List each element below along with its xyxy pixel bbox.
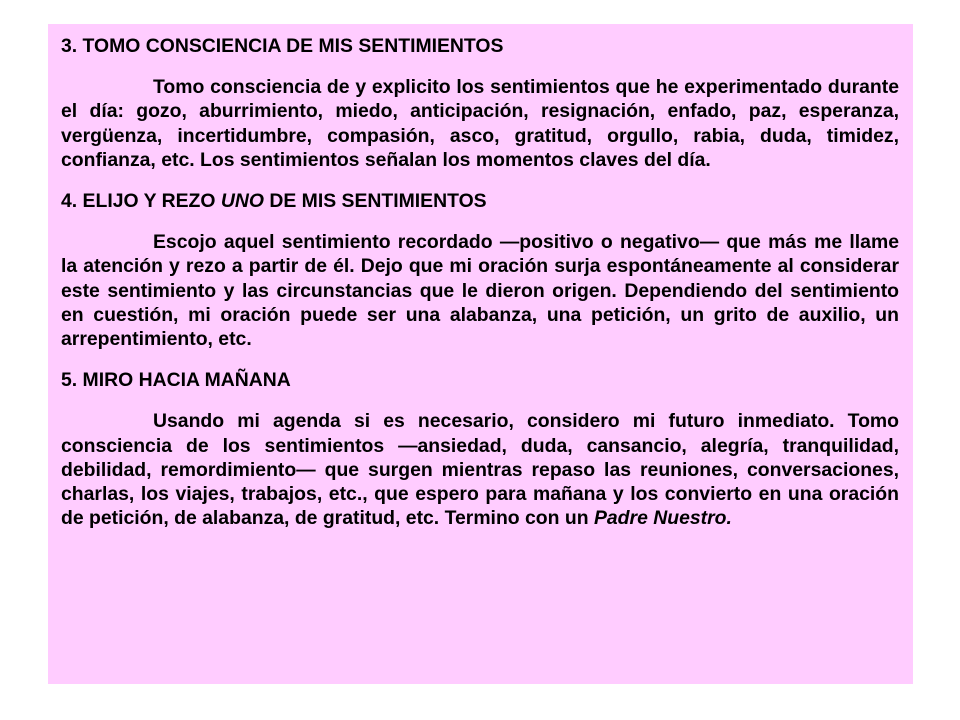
section-5-body-text: Usando mi agenda si es necesario, considero mi futuro inmediato. Tomo consciencia de los sentimientos —ansiedad, duda, cansancio, alegría, tranquilidad, debilidad, remordimiento— que surgen mientras repaso las reuniones, conversaciones, charlas, los viajes, trabajos, etc., que espero para mañana y los convierto en una oración de petición, de alabanza, de gratitud, etc. Termino con un: [61, 410, 899, 530]
section-4-heading-end: DE MIS SENTIMIENTOS: [263, 190, 487, 213]
section-5-body: [61, 409, 899, 530]
text-panel: [48, 24, 913, 684]
section-4-body: Escojo aquel sentimiento recordado —positivo o negativo— que más me llame la atención y rezo a partir de él. Dejo que mi oración surja espontáneamente al considerar este sentimiento y las circunstancias que le dieron origen. Dependiendo del sentimiento en cuestión, mi oración puede ser una alabanza, una petición, un grito de auxilio, un arrepentimiento, etc.: [61, 231, 899, 351]
section-3-body: Tomo consciencia de y explicito los sentimientos que he experimentado durante el día: gozo, aburrimiento, miedo, anticipación, resignación, enfado, paz, esperanza, vergüenza, incertidumbre, compasión, asco, gratitud, orgullo, rabia, duda, timidez, confianza, etc. Los sentimientos señalan los momentos claves del día.: [61, 76, 899, 171]
section-5-heading: 5. MIRO HACIA MAÑANA: [61, 369, 291, 392]
section-4-heading-emphasis: UNO: [220, 190, 264, 213]
section-3-heading: 3. TOMO CONSCIENCIA DE MIS SENTIMIENTOS: [61, 35, 504, 57]
section-5-body-emphasis: Padre Nuestro.: [593, 507, 732, 530]
section-4-heading-start: 4. ELIJO Y REZO: [61, 190, 221, 213]
section-4-heading: [61, 189, 899, 213]
